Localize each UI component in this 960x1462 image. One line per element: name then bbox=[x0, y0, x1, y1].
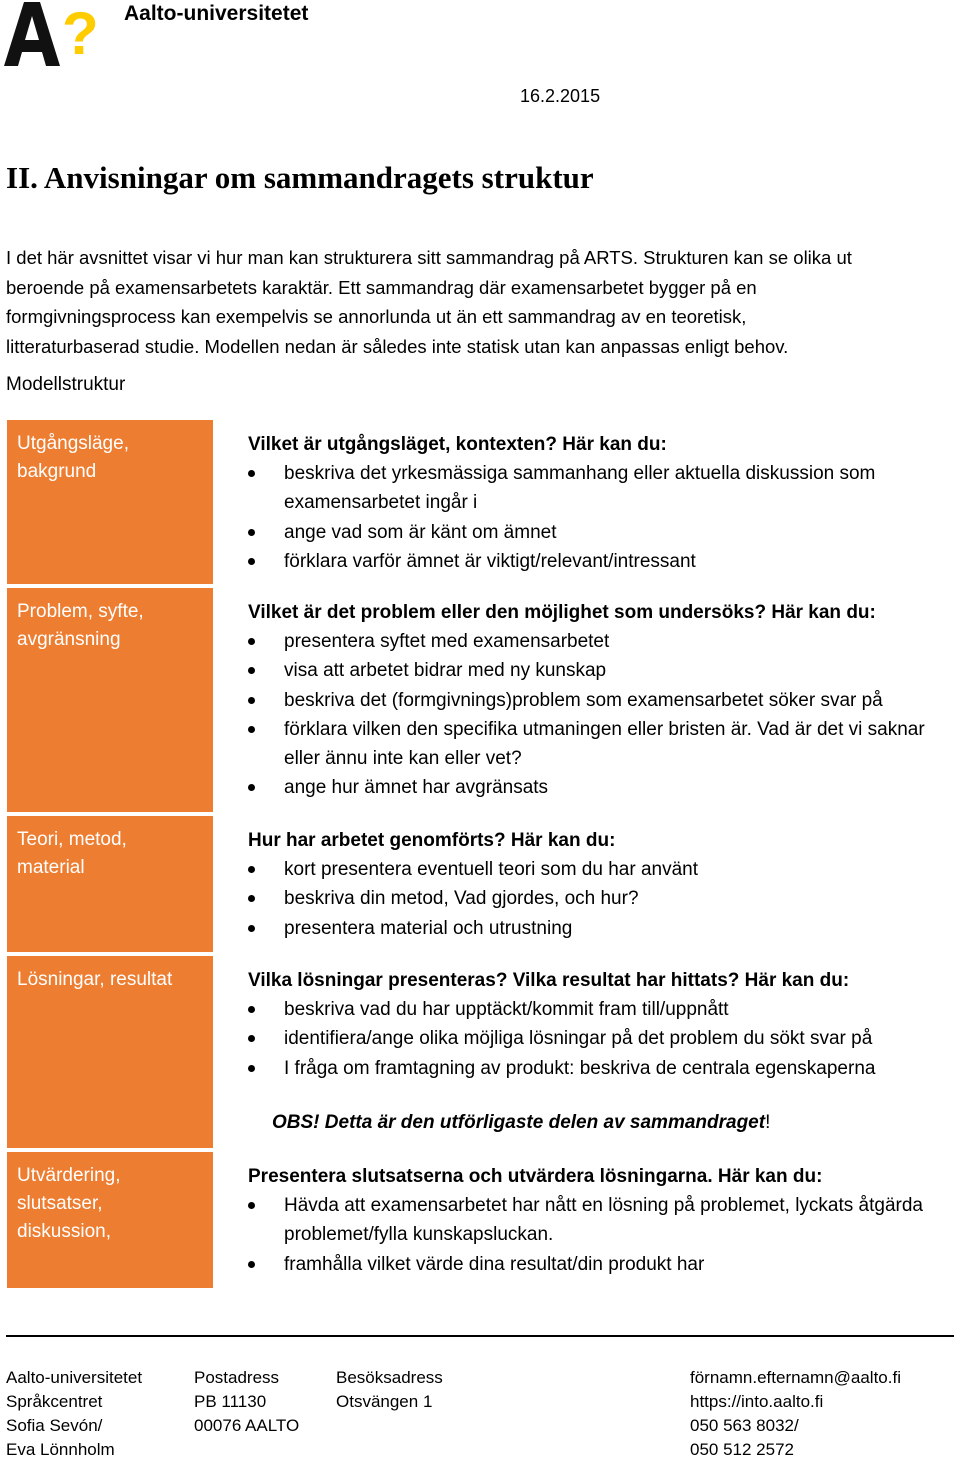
section-utgangslage bbox=[248, 430, 960, 576]
obs-note bbox=[272, 1112, 770, 1134]
footer-line: Postadress bbox=[194, 1368, 280, 1387]
footer-line: Sofia Sevón/ bbox=[6, 1416, 103, 1435]
block-label-line: avgränsning bbox=[17, 629, 121, 650]
section-heading-rest: Här kan du: bbox=[739, 970, 850, 991]
section-heading-bold: Vilket är det problem eller den möjlighet som undersöks? bbox=[248, 602, 767, 623]
section-heading-rest: Här kan du: bbox=[766, 602, 876, 623]
svg-text:?: ? bbox=[62, 2, 99, 66]
bullet-item: identifiera/ange olika möjliga lösningar på det problem du sökt svar på bbox=[248, 1024, 960, 1053]
block-label-line: Utvärdering, bbox=[17, 1165, 121, 1186]
bullet-list bbox=[248, 995, 960, 1083]
section-utvardering bbox=[248, 1162, 960, 1279]
obs-text: OBS! Detta är den utförligaste delen av sammandraget bbox=[272, 1112, 766, 1133]
footer-line: Eva Lönnholm bbox=[6, 1440, 115, 1459]
intro-line: beroende på examensarbetets karaktär. Ett sammandrag där examensarbetet bygger på en bbox=[6, 276, 757, 298]
block-utgangslage bbox=[7, 420, 213, 584]
footer-divider bbox=[6, 1335, 954, 1337]
intro-paragraph bbox=[6, 243, 956, 361]
bullet-list bbox=[248, 627, 960, 803]
document-date: 16.2.2015 bbox=[520, 86, 601, 106]
section-heading bbox=[248, 430, 960, 459]
bullet-item: presentera material och utrustning bbox=[248, 914, 960, 943]
bullet-item: ange hur ämnet har avgränsats bbox=[248, 773, 960, 802]
footer-col-postal bbox=[194, 1366, 299, 1438]
bullet-item: I fråga om framtagning av produkt: beskriva de centrala egenskaperna bbox=[248, 1054, 960, 1083]
footer-col-organization bbox=[6, 1366, 142, 1462]
block-label bbox=[17, 598, 207, 654]
footer-col-visiting bbox=[336, 1366, 443, 1414]
footer-line: PB 11130 bbox=[194, 1392, 267, 1411]
section-heading-rest: Här kan du: bbox=[505, 830, 616, 851]
section-heading-bold: Presentera slutsatserna och utvärdera lösningarna. bbox=[248, 1166, 713, 1187]
section-heading-bold: Hur har arbetet genomförts? bbox=[248, 830, 506, 851]
footer-website-link[interactable]: https://into.aalto.fi bbox=[690, 1392, 824, 1411]
intro-line: formgivningsprocess kan exempelvis se annorlunda ut än ett sammandrag av en teoretisk, bbox=[6, 306, 747, 327]
section-heading bbox=[248, 1162, 960, 1191]
section-heading-rest: Här kan du: bbox=[557, 434, 667, 455]
block-label-line: Lösningar, resultat bbox=[17, 969, 173, 990]
bullet-item: kort presentera eventuell teori som du har använt bbox=[248, 855, 960, 884]
obs-tail: ! bbox=[765, 1112, 771, 1133]
university-name: Aalto-universitetet bbox=[124, 2, 309, 25]
bullet-item: presentera syftet med examensarbetet bbox=[248, 627, 960, 656]
footer-line: Otsvängen 1 bbox=[336, 1392, 433, 1411]
bullet-item: beskriva din metod, Vad gjordes, och hur? bbox=[248, 884, 960, 913]
block-teori bbox=[7, 816, 213, 952]
block-problem bbox=[7, 588, 213, 812]
footer-col-contact bbox=[690, 1366, 901, 1462]
bullet-item: framhålla vilket värde dina resultat/din produkt har bbox=[248, 1250, 960, 1279]
block-label-line: Teori, metod, bbox=[17, 829, 127, 850]
bullet-item: ange vad som är känt om ämnet bbox=[248, 518, 960, 547]
aalto-logo bbox=[4, 2, 108, 66]
block-label-line: diskussion, bbox=[17, 1221, 111, 1242]
footer-phone: 050 563 8032/ bbox=[690, 1416, 799, 1435]
bullet-list bbox=[248, 855, 960, 943]
block-label bbox=[17, 430, 207, 486]
bullet-item: beskriva det (formgivnings)problem som examensarbetet söker svar på bbox=[248, 686, 960, 715]
block-label bbox=[17, 826, 207, 882]
bullet-item: förklara vilken den specifika utmaningen eller bristen är. Vad är det vi saknar eller ännu inte kan eller vet? bbox=[248, 715, 960, 774]
section-teori bbox=[248, 826, 960, 943]
block-utvardering bbox=[7, 1152, 213, 1288]
intro-line: litteraturbaserad studie. Modellen nedan är således inte statisk utan kan anpassas enligt behov. bbox=[6, 335, 789, 357]
footer-email-link[interactable]: förnamn.efternamn@aalto.fi bbox=[690, 1368, 901, 1387]
model-structure-label: Modellstruktur bbox=[6, 374, 126, 395]
block-label-line: bakgrund bbox=[17, 461, 97, 482]
footer-phone: 050 512 2572 bbox=[690, 1440, 794, 1459]
block-losningar bbox=[7, 956, 213, 1148]
footer-line: Språkcentret bbox=[6, 1392, 103, 1411]
footer-line: Besöksadress bbox=[336, 1368, 443, 1387]
bullet-item: förklara varför ämnet är viktigt/relevant/intressant bbox=[248, 547, 960, 576]
section-heading bbox=[248, 966, 960, 995]
bullet-list bbox=[248, 459, 960, 576]
block-label-line: material bbox=[17, 857, 85, 878]
section-heading-rest: Här kan du: bbox=[712, 1166, 823, 1187]
section-heading bbox=[248, 826, 960, 855]
page-title: II. Anvisningar om sammandragets struktur bbox=[6, 160, 594, 195]
block-label-line: Utgångsläge, bbox=[17, 433, 129, 454]
bullet-item: Hävda att examensarbetet har nått en lösning på problemet, lyckats åtgärda problemet/fylla kunskapsluckan. bbox=[248, 1191, 960, 1250]
block-label-line: Problem, syfte, bbox=[17, 601, 144, 622]
footer-line: 00076 AALTO bbox=[194, 1416, 300, 1435]
bullet-item: beskriva det yrkesmässiga sammanhang eller aktuella diskussion som examensarbetet ingår i bbox=[248, 459, 960, 518]
section-problem bbox=[248, 598, 960, 803]
block-label-line: slutsatser, bbox=[17, 1193, 103, 1214]
section-losningar bbox=[248, 966, 960, 1083]
bullet-item: visa att arbetet bidrar med ny kunskap bbox=[248, 656, 960, 685]
section-heading-bold: Vilket är utgångsläget, kontexten? bbox=[248, 434, 558, 455]
section-heading bbox=[248, 598, 960, 627]
block-label bbox=[17, 1162, 207, 1246]
bullet-list bbox=[248, 1191, 960, 1279]
footer-line: Aalto-universitetet bbox=[6, 1368, 143, 1387]
block-label bbox=[17, 966, 207, 994]
bullet-item: beskriva vad du har upptäckt/kommit fram till/uppnått bbox=[248, 995, 960, 1024]
intro-line: I det här avsnittet visar vi hur man kan strukturera sitt sammandrag på ARTS. Strukturen kan se olika ut bbox=[6, 247, 852, 268]
section-heading-bold: Vilka lösningar presenteras? Vilka resultat har hittats? bbox=[248, 970, 740, 991]
